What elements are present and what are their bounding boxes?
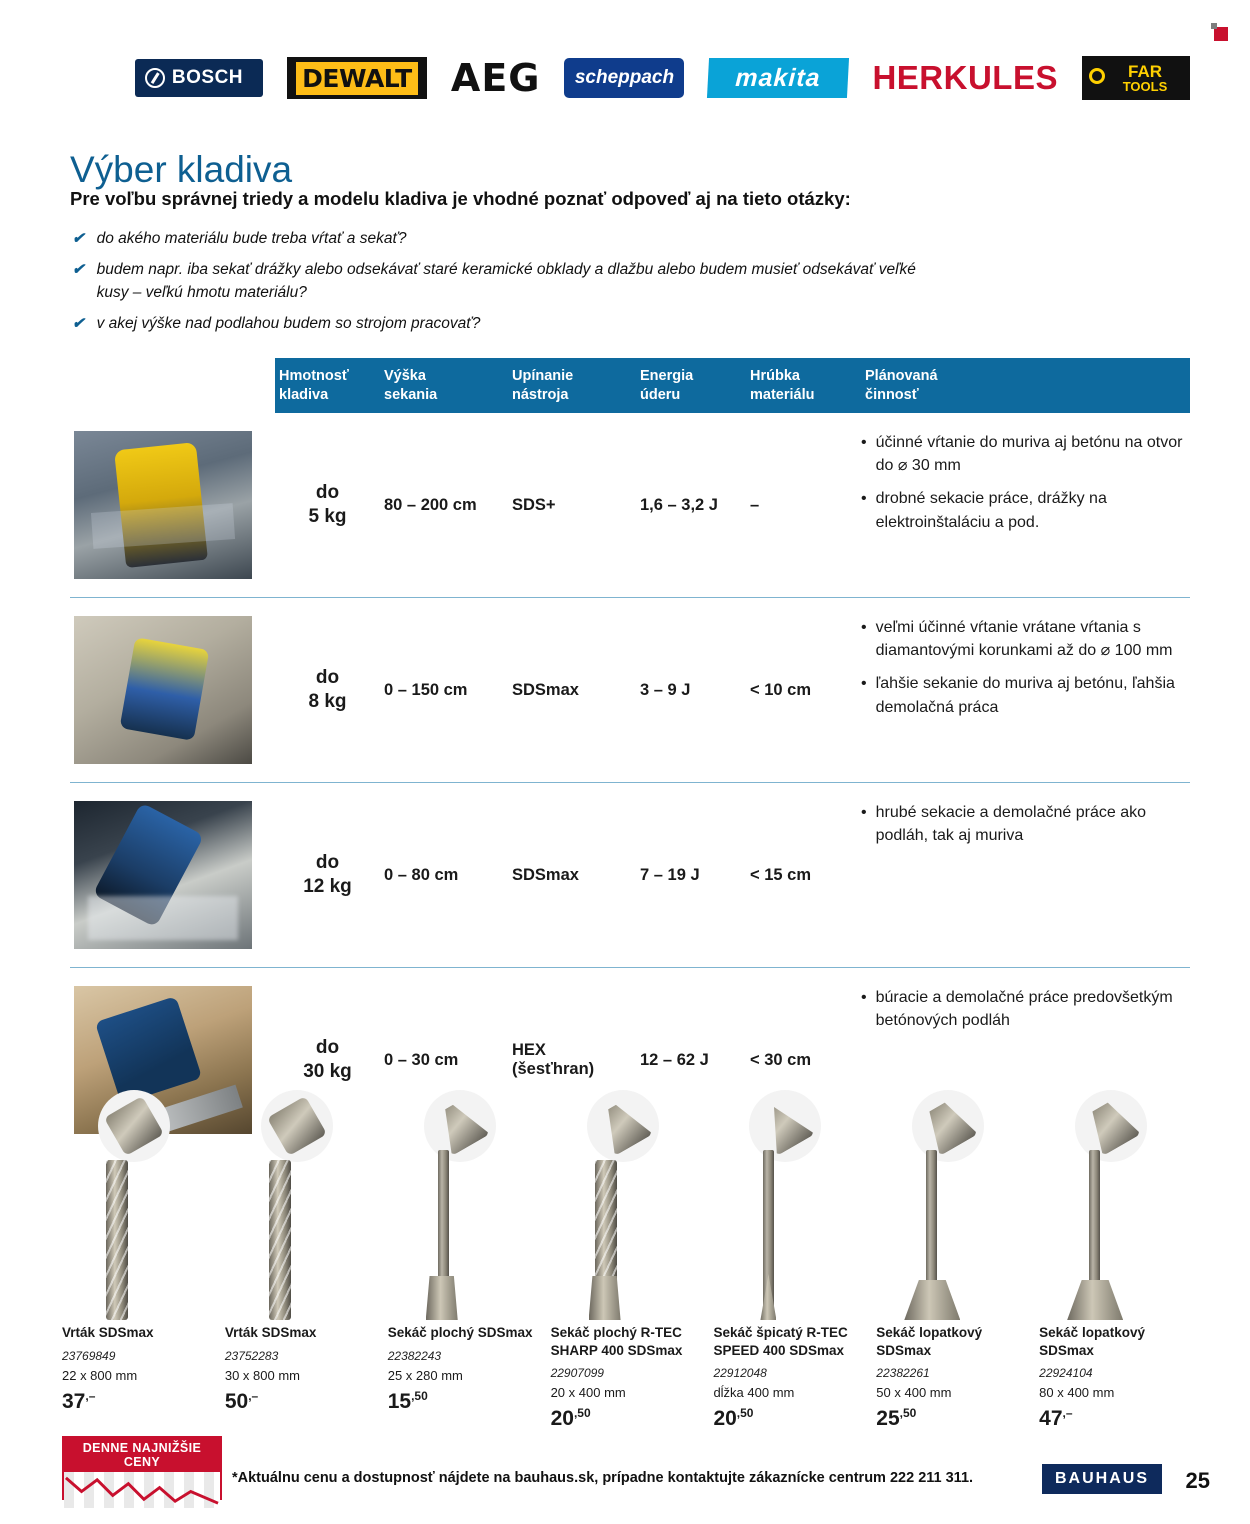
column-header-chuck (508, 367, 636, 403)
cell-activity (861, 598, 1190, 782)
question-item (72, 259, 932, 304)
column-header-height (380, 367, 508, 403)
column-header-activity-line2: činnosť (865, 386, 919, 403)
corner-registration-mark (1214, 27, 1228, 41)
table-row (70, 413, 1190, 598)
product-price-dec: ,50 (736, 1406, 754, 1421)
brand-logo-fartools (1082, 58, 1190, 98)
brand-logo-aeg (451, 58, 541, 98)
cell-energy: 1,6 – 3,2 J (640, 495, 718, 514)
chisel-blade-shape (589, 1276, 621, 1320)
product-image-drill-bit (225, 1080, 388, 1320)
bullet-icon: • (861, 434, 867, 451)
tip-detail-circle (912, 1090, 984, 1162)
page-subtitle: Pre voľbu správnej triedy a modelu kladiva je vhodné poznať odpoveď aj na tieto otázky: (70, 188, 851, 209)
fartools-emblem-icon (1089, 68, 1105, 84)
activity-text: drobné sekacie práce, drážky na elektroinštaláciu a pod. (875, 490, 1107, 531)
activity-item (861, 672, 1186, 718)
activity-item (861, 986, 1186, 1032)
product-image-spade-chisel (876, 1080, 1039, 1320)
product-price-dec: ,– (248, 1388, 259, 1403)
table-header-row (275, 358, 1190, 413)
question-text: v akej výške nad podlahou budem so strojom pracovať? (96, 315, 481, 333)
brand-logo-scheppach (564, 58, 684, 98)
product-price-int: 37 (62, 1389, 86, 1413)
check-icon: ✔ (72, 315, 85, 333)
bullet-icon: • (861, 490, 867, 508)
cell-activity (861, 783, 1190, 967)
cell-weight (275, 598, 380, 782)
question-item (72, 228, 932, 250)
hammer-photo-8kg (74, 616, 252, 764)
product-price-int: 47 (1039, 1407, 1063, 1431)
column-header-energy-line1: Energia (640, 368, 694, 385)
column-header-energy (636, 367, 746, 403)
brand-label-fartools-line2: TOOLS (1122, 79, 1168, 95)
product-code: 23769849 (62, 1348, 116, 1363)
brand-logo-dewalt (287, 58, 427, 98)
hammer-photo-5kg (74, 431, 252, 579)
brand-label-dewalt: DEWALT (296, 62, 417, 95)
product-price-dec: ,– (85, 1388, 96, 1403)
product-name: Sekáč plochý R-TEC SHARP 400 SDSmax (550, 1325, 683, 1358)
product-code: 22924104 (1039, 1366, 1093, 1381)
product-dimensions: 80 x 400 mm (1039, 1385, 1115, 1401)
cell-height: 0 – 30 cm (384, 1050, 459, 1069)
product-code: 22907099 (550, 1366, 604, 1381)
product-price (1039, 1406, 1202, 1431)
bullet-icon: • (861, 804, 867, 821)
drill-flute-shape (269, 1160, 291, 1320)
product-image-flat-chisel (388, 1080, 551, 1320)
bauhaus-logo: BAUHAUS (1042, 1464, 1162, 1494)
product-item[interactable] (713, 1080, 876, 1431)
check-icon: ✔ (72, 230, 85, 247)
page-title: Výber kladiva (70, 148, 293, 190)
cell-energy: 3 – 9 J (640, 680, 691, 699)
column-header-height-line1: Výška (384, 368, 426, 385)
bullet-icon: • (861, 675, 867, 693)
product-name: Sekáč lopatkový SDSmax (876, 1325, 983, 1358)
check-icon: ✔ (72, 261, 85, 279)
product-name: Vrták SDSmax (224, 1325, 317, 1340)
cell-height: 0 – 80 cm (384, 865, 459, 884)
footer-note: *Aktuálnu cenu a dostupnosť nájdete na bauhaus.sk, prípadne kontaktujte zákaznícke centrum 222 211 311. (232, 1470, 974, 1486)
product-code: 22382243 (387, 1348, 442, 1363)
activity-text: hrubé sekacie a demolačné práce ako podláh, tak aj muriva (875, 804, 1146, 845)
tip-detail-circle (587, 1090, 659, 1162)
cell-weight (275, 413, 380, 597)
brand-label-bosch: BOSCH (171, 67, 244, 88)
cell-weight (275, 783, 380, 967)
cell-chuck: SDSmax (512, 680, 579, 699)
product-dimensions: 50 x 400 mm (876, 1385, 952, 1401)
product-code: 23752283 (224, 1348, 279, 1363)
tip-detail-circle (749, 1090, 821, 1162)
lowest-price-badge-text: DENNE NAJNIŽŠIE CENY (64, 1438, 220, 1472)
activity-item (861, 801, 1186, 847)
product-code: 22912048 (713, 1366, 767, 1381)
product-price (62, 1389, 225, 1414)
column-header-chuck-line1: Upínanie (512, 368, 574, 385)
product-dimensions: 22 x 800 mm (62, 1367, 138, 1383)
product-price-int: 50 (224, 1389, 249, 1413)
cell-weight-line2: 8 kg (308, 691, 347, 712)
cell-height: 80 – 200 cm (384, 495, 477, 514)
product-price-int: 20 (713, 1407, 737, 1431)
product-name: Sekáč špicatý R-TEC SPEED 400 SDSmax (713, 1325, 848, 1358)
product-image-point-chisel (713, 1080, 876, 1320)
product-image-flat-chisel (551, 1080, 714, 1320)
column-header-activity (861, 367, 1190, 403)
cell-weight-line2: 12 kg (303, 876, 352, 897)
cell-chuck: SDS+ (512, 495, 556, 514)
product-price-int: 20 (550, 1407, 574, 1431)
chisel-spade-shape (904, 1280, 960, 1320)
tip-detail-circle (261, 1090, 333, 1162)
product-price-dec: ,50 (899, 1406, 917, 1421)
row-photo-cell (70, 598, 275, 782)
cell-energy: 7 – 19 J (640, 865, 700, 884)
cell-energy: 12 – 62 J (640, 1050, 709, 1069)
brand-logo-herkules (872, 58, 1058, 98)
product-dimensions: 20 x 400 mm (550, 1385, 626, 1401)
cell-activity (861, 413, 1190, 597)
product-image-spade-chisel (1039, 1080, 1202, 1320)
column-header-thickness-line2: materiálu (750, 386, 815, 403)
column-header-energy-line2: úderu (640, 386, 681, 403)
product-price-int: 25 (876, 1407, 900, 1431)
activity-item (861, 616, 1186, 662)
cell-weight-line1: do (315, 667, 340, 689)
product-item[interactable] (388, 1080, 551, 1431)
column-header-weight (275, 367, 380, 403)
column-header-weight-line2: kladiva (279, 386, 329, 403)
product-list (62, 1080, 1202, 1431)
product-price-dec: ,50 (573, 1406, 591, 1421)
product-name: Vrták SDSmax (62, 1325, 154, 1340)
cell-thickness: < 15 cm (750, 865, 812, 884)
question-item (72, 313, 932, 335)
product-item[interactable] (551, 1080, 714, 1431)
column-header-thickness-line1: Hrúbka (750, 368, 800, 385)
tip-detail-circle (1075, 1090, 1147, 1162)
question-text: budem napr. iba sekať drážky alebo odsekávať staré keramické obklady a dlažbu alebo budem musieť odsekávať veľké kusy – veľkú hmotu materiálu? (96, 261, 916, 301)
brand-logo-bosch (135, 58, 263, 98)
row-photo-cell (70, 413, 275, 597)
brand-label-herkules: HERKULES (872, 59, 1058, 96)
product-code: 22382261 (876, 1366, 930, 1381)
price-trend-graphic (64, 1472, 220, 1508)
product-item[interactable] (62, 1080, 225, 1431)
product-dimensions: 25 x 280 mm (387, 1367, 463, 1383)
product-price-dec: ,50 (411, 1388, 428, 1403)
bullet-icon: • (861, 619, 867, 636)
column-header-height-line2: sekania (384, 386, 438, 403)
cell-weight-line1: do (315, 482, 340, 504)
column-header-chuck-line2: nástroja (512, 386, 569, 403)
question-list (72, 228, 932, 345)
product-item[interactable] (225, 1080, 388, 1431)
product-price (551, 1406, 714, 1431)
hammer-photo-12kg (74, 801, 252, 949)
brand-label-makita: makita (735, 63, 822, 92)
price-trend-line-icon (64, 1472, 220, 1507)
page-number: 25 (1185, 1468, 1210, 1493)
brand-label-fartools-line1: FAR (1128, 61, 1162, 81)
activity-item (861, 431, 1186, 477)
cell-thickness: – (750, 495, 760, 514)
product-name: Sekáč plochý SDSmax (387, 1325, 533, 1340)
column-header-activity-line1: Plánovaná (865, 368, 938, 385)
table-row (70, 783, 1190, 968)
product-item[interactable] (1039, 1080, 1202, 1431)
drill-flute-shape (106, 1160, 128, 1320)
product-price (388, 1389, 551, 1414)
product-name: Sekáč lopatkový SDSmax (1039, 1325, 1145, 1358)
product-price (713, 1406, 876, 1431)
product-dimensions: dĺžka 400 mm (713, 1385, 795, 1401)
cell-weight-line2: 5 kg (308, 506, 347, 527)
hammer-comparison-table (70, 358, 1190, 1152)
activity-text: búracie a demolačné práce predovšetkým betónových podláh (875, 989, 1173, 1030)
cell-weight-line2: 30 kg (303, 1061, 352, 1082)
cell-thickness: < 10 cm (750, 680, 812, 699)
table-row (70, 598, 1190, 783)
product-item[interactable] (876, 1080, 1039, 1431)
product-price (876, 1406, 1039, 1431)
product-image-drill-bit (62, 1080, 225, 1320)
activity-text: účinné vŕtanie do muriva aj betónu na otvor do ⌀ 30 mm (875, 434, 1183, 475)
activity-text: veľmi účinné vŕtanie vrátane vŕtania s diamantovými korunkami až do ⌀ 100 mm (875, 619, 1173, 660)
cell-chuck: HEX (šesťhran) (512, 1041, 595, 1078)
cell-weight-line1: do (315, 852, 340, 874)
chisel-blade-shape (426, 1276, 458, 1320)
cell-height: 0 – 150 cm (384, 680, 468, 699)
activity-item (861, 487, 1186, 533)
column-header-weight-line1: Hmotnosť (279, 368, 349, 385)
tip-detail-circle (98, 1090, 170, 1162)
lowest-price-badge (62, 1436, 222, 1500)
brand-label-scheppach: scheppach (574, 67, 675, 88)
brand-logo-strip (70, 52, 1190, 104)
column-header-thickness (746, 367, 861, 403)
product-price-int: 15 (387, 1389, 412, 1413)
question-text: do akého materiálu bude treba vŕtať a sekať? (96, 230, 407, 247)
product-price (225, 1389, 388, 1414)
cell-weight-line1: do (315, 1037, 340, 1059)
cell-thickness: < 30 cm (750, 1050, 812, 1069)
bullet-icon: • (861, 989, 867, 1006)
brand-logo-makita (708, 58, 848, 98)
tip-detail-circle (424, 1090, 496, 1162)
brand-label-aeg: AEG (450, 56, 541, 100)
cell-chuck: SDSmax (512, 865, 579, 884)
bosch-emblem-icon (145, 68, 165, 88)
activity-text: ľahšie sekanie do muriva aj betónu, ľahšia demolačná práca (875, 675, 1175, 716)
product-dimensions: 30 x 800 mm (224, 1367, 301, 1383)
chisel-spade-shape (1067, 1280, 1123, 1320)
product-price-dec: ,– (1062, 1406, 1073, 1421)
row-photo-cell (70, 783, 275, 967)
